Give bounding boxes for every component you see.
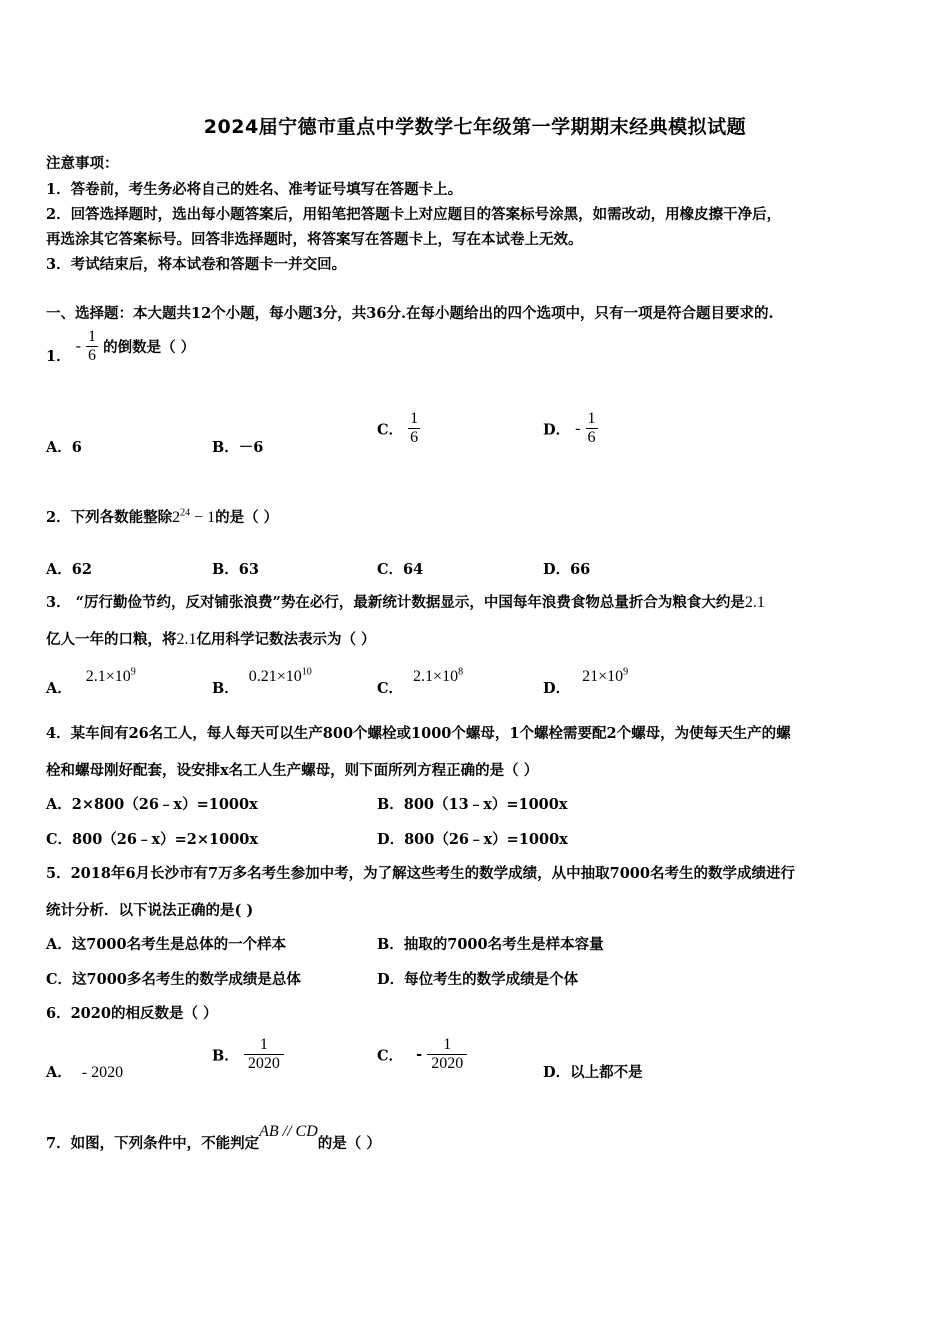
- option-fraction: $\frac{1}{6}$: [587, 410, 596, 447]
- q1-option-d: D． - $\frac{1}{6}$: [543, 410, 596, 447]
- q1-option-a: A．6: [46, 439, 82, 456]
- question-5-line-2: 统计分析．以下说法正确的是( ): [46, 902, 254, 919]
- question-7: 7．如图，下列条件中，不能判定AB // CD的是（ ）: [46, 1123, 381, 1152]
- notice-item-1: 1．答卷前，考生务必将自己的姓名、准考证号填写在答题卡上。: [46, 181, 463, 198]
- q3-option-a: A．$2.1\times 10^9$: [46, 666, 136, 697]
- question-number: 1．: [46, 348, 71, 365]
- question-4-line-1: 4．某车间有26名工人，每人每天可以生产800个螺栓或1000个螺母，1个螺栓需要配2个螺母，为使每天生产的螺: [46, 725, 791, 742]
- page-title: 2024届宁德市重点中学数学七年级第一学期期末经典模拟试题: [203, 116, 747, 138]
- q1-option-b: B．－6: [212, 439, 264, 456]
- option-fraction: $\frac{1}{6}$: [410, 410, 419, 447]
- q6-option-a: A． - 2020: [46, 1064, 124, 1081]
- notice-item-3: 3．考试结束后，将本试卷和答题卡一并交回。: [46, 256, 347, 273]
- q4-option-b: B．800（13﹣x）=1000x: [377, 796, 568, 813]
- question-fraction: $\frac{1}{6}$: [88, 327, 97, 364]
- section-heading: 一、选择题：本大题共12个小题，每小题3分，共36分.在每小题给出的四个选项中，只有一项是符合题目要求的.: [46, 305, 774, 322]
- question-2: 2．下列各数能整除$2^{24} - 1$的是（ ）: [46, 507, 279, 526]
- fraction-sign: -: [75, 337, 81, 355]
- q4-option-a: A．2×800（26﹣x）=1000x: [46, 796, 258, 813]
- question-3-line-2: 亿人一年的口粮，将2.1亿用科学记数法表示为（ ）: [46, 631, 376, 648]
- q3-option-d: D．$21\times 10^9$: [543, 666, 629, 697]
- q1-option-c: C． $\frac{1}{6}$: [377, 410, 419, 447]
- notice-item-2-cont: 再选涂其它答案标号。回答非选择题时，将答案写在答题卡上，写在本试卷上无效。: [46, 231, 583, 248]
- question-5-line-1: 5．2018年6月长沙市有7万多名考生参加中考，为了解这些考生的数学成绩，从中抽取7000名考生的数学成绩进行: [46, 865, 795, 882]
- option-fraction: $\frac{1}{2020}$: [244, 1036, 284, 1074]
- q2-option-c: C．64: [377, 561, 424, 578]
- q2-option-b: B．63: [212, 561, 259, 578]
- q6-option-c: C． - $\frac{1}{2020}$: [377, 1036, 467, 1074]
- q2-option-a: A．62: [46, 561, 92, 578]
- q6-option-b: B． $\frac{1}{2020}$: [212, 1036, 284, 1074]
- parallel-expression: AB // CD: [259, 1123, 318, 1140]
- q5-option-c: C．这7000多名考生的数学成绩是总体: [46, 971, 301, 988]
- question-6: 6．2020的相反数是（ ）: [46, 1005, 218, 1022]
- option-fraction: $\frac{1}{2020}$: [427, 1036, 467, 1074]
- q5-option-a: A．这7000名考生是总体的一个样本: [46, 936, 287, 953]
- q4-option-c: C．800（26﹣x）=2×1000x: [46, 831, 259, 848]
- power-expression: $2^{24} - 1$: [172, 507, 216, 526]
- q5-option-b: B．抽取的7000名考生是样本容量: [377, 936, 604, 953]
- q3-option-c: C．$2.1\times 10^8$: [377, 666, 464, 697]
- q4-option-d: D．800（26﹣x）=1000x: [377, 831, 568, 848]
- q5-option-d: D．每位考生的数学成绩是个体: [377, 971, 579, 988]
- q3-option-b: B．$0.21\times 10^{10}$: [212, 666, 312, 697]
- question-text: 的倒数是（ ）: [103, 339, 196, 356]
- question-1: [46, 327, 195, 366]
- question-4-line-2: 栓和螺母刚好配套，设安排x名工人生产螺母，则下面所列方程正确的是（ ）: [46, 762, 539, 779]
- notice-item-2: 2．回答选择题时，选出每小题答案后，用铅笔把答题卡上对应题目的答案标号涂黑，如需改动，用橡皮擦干净后，: [46, 206, 782, 223]
- q6-option-d: D．以上都不是: [543, 1064, 643, 1081]
- notice-heading: 注意事项：: [46, 155, 119, 172]
- question-3-line-1: 3． “厉行勤俭节约，反对铺张浪费”势在必行，最新统计数据显示，中国每年浪费食物总量折合为粮食大约是2.1: [46, 594, 765, 611]
- q2-option-d: D．66: [543, 561, 591, 578]
